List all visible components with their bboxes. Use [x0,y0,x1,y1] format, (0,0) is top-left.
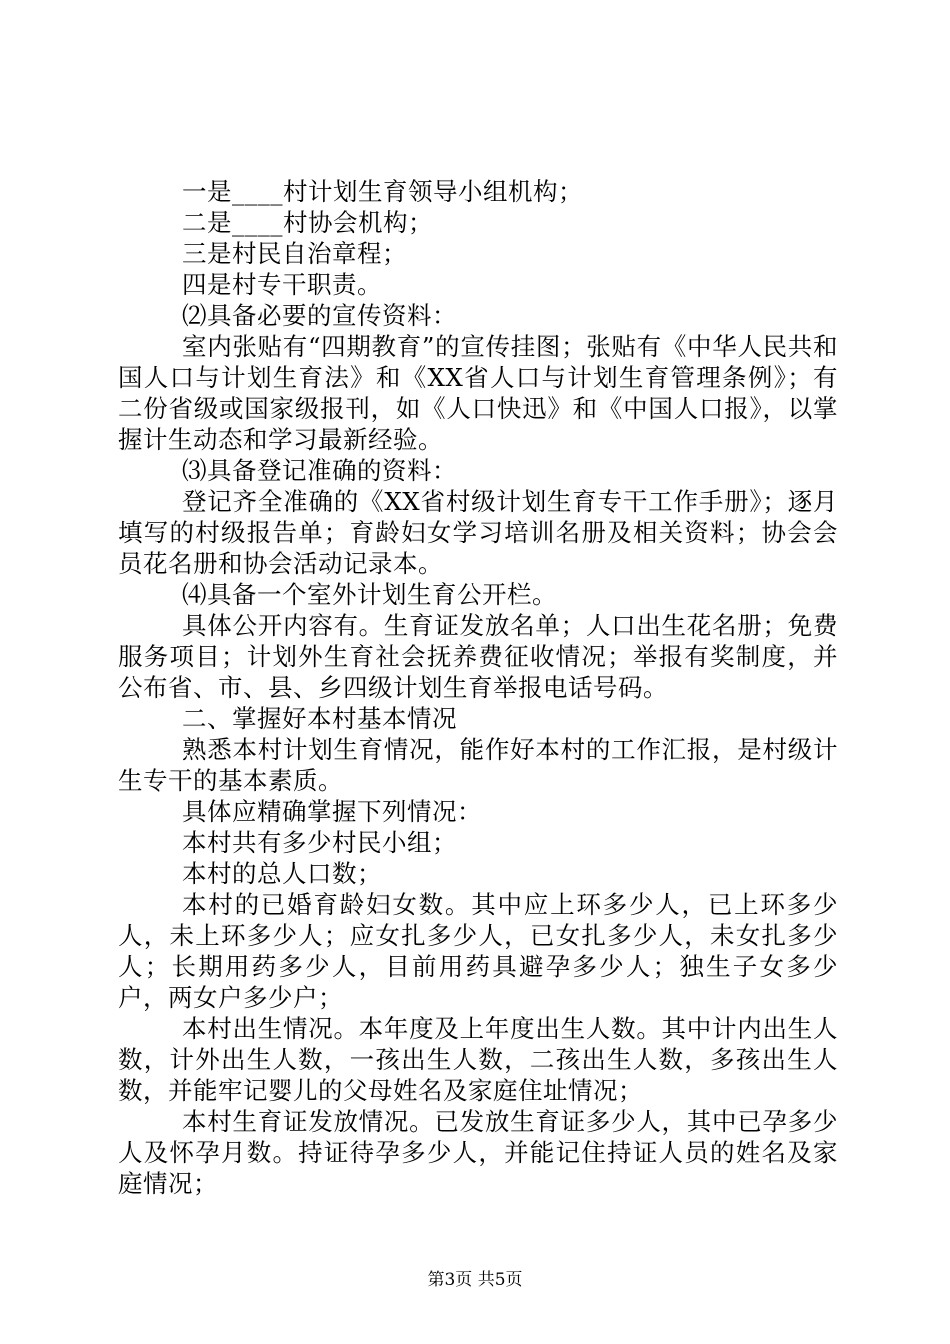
paragraph-4: 四是村专干职责。 [182,270,382,299]
paragraph-7: ⑶具备登记准确的资料： [182,456,457,485]
paragraph-6: 室内张贴有“四期教育”的宣传挂图；张贴有《中华人民共和国人口与计划生育法》和《XX省人口与计划生育管理条例》；有二份省级或国家级报刊，如《人口快迅》和《中国人口报》，以掌握计生动态和学习最新经验。 [118,332,838,454]
paragraph-11: 二、掌握好本村基本情况 [182,704,457,733]
page-number-label: 第3页 共5页 [427,1270,523,1290]
paragraph-15: 本村的总人口数； [182,859,382,888]
document-body [118,176,838,1199]
paragraph-8: 登记齐全准确的《XX省村级计划生育专干工作手册》；逐月填写的村级报告单；育龄妇女学习培训名册及相关资料；协会会员花名册和协会活动记录本。 [118,487,838,578]
paragraph-5: ⑵具备必要的宣传资料： [182,301,457,330]
paragraph-2: 二是____村协会机构； [182,208,433,237]
paragraph-18: 本村生育证发放情况。已发放生育证多少人，其中已孕多少人及怀孕月数。持证待孕多少人，并能记住持证人员的姓名及家庭情况； [118,1107,838,1198]
paragraph-12: 熟悉本村计划生育情况，能作好本村的工作汇报，是村级计生专干的基本素质。 [118,735,838,795]
paragraph-10: 具体公开内容有。生育证发放名单；人口出生花名册；免费服务项目；计划外生育社会抚养费征收情况；举报有奖制度，并公布省、市、县、乡四级计划生育举报电话号码。 [118,611,838,702]
paragraph-1: 一是____村计划生育领导小组机构； [182,177,583,206]
paragraph-16: 本村的已婚育龄妇女数。其中应上环多少人，已上环多少人，未上环多少人；应女扎多少人，已女扎多少人，未女扎多少人；长期用药多少人，目前用药具避孕多少人；独生子女多少户，两女户多少户； [118,890,838,1012]
paragraph-13: 具体应精确掌握下列情况： [182,797,482,826]
paragraph-3: 三是村民自治章程； [182,239,407,268]
page-footer [0,1270,950,1290]
paragraph-17: 本村出生情况。本年度及上年度出生人数。其中计内出生人数，计外出生人数，一孩出生人数，二孩出生人数，多孩出生人数，并能牢记婴儿的父母姓名及家庭住址情况； [118,1014,838,1105]
paragraph-9: ⑷具备一个室外计划生育公开栏。 [182,580,557,609]
paragraph-14: 本村共有多少村民小组； [182,828,457,857]
